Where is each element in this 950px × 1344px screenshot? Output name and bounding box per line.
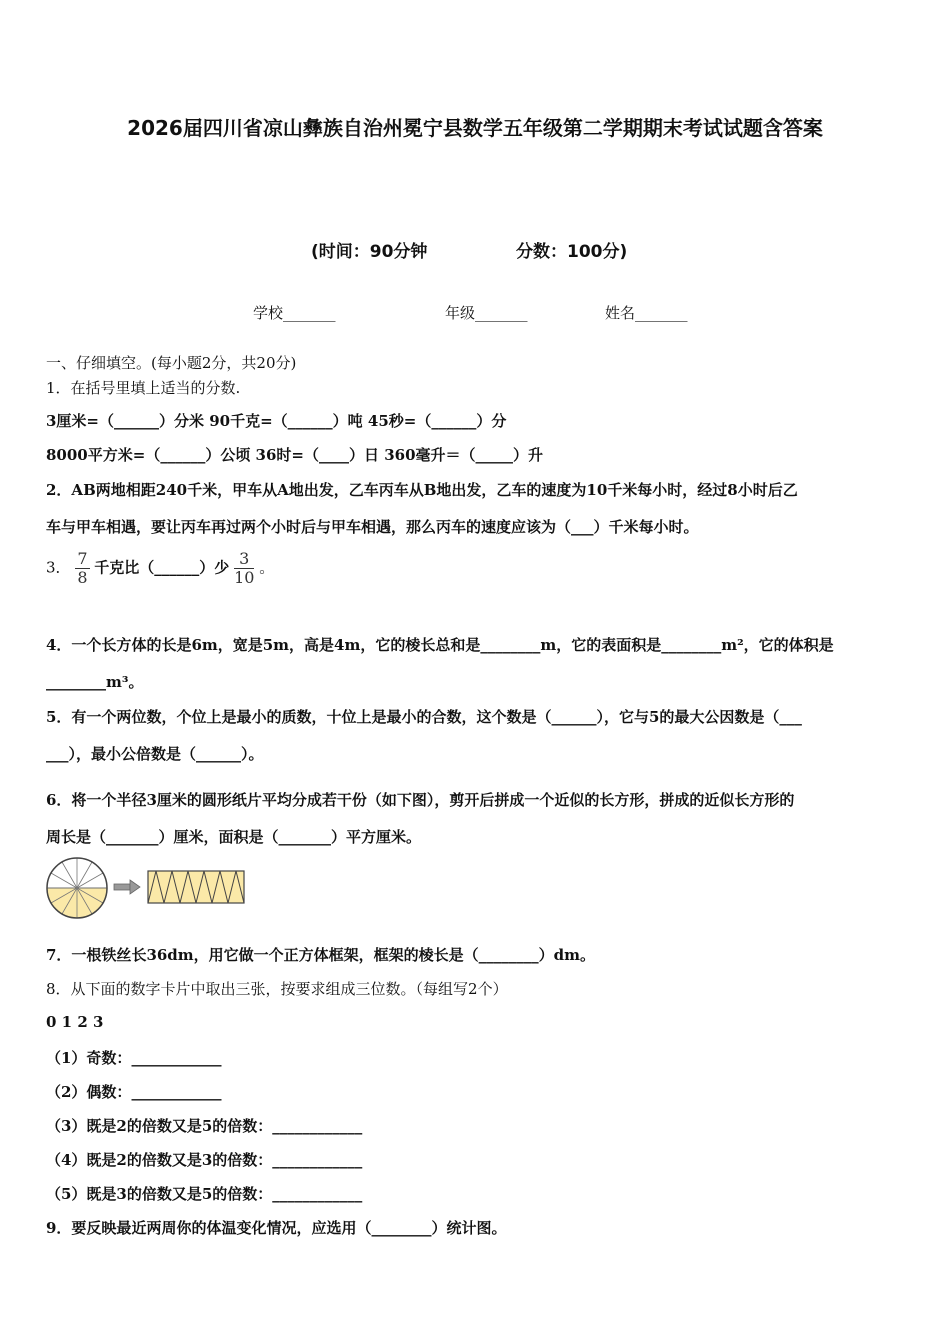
- section-heading: 一、仔细填空。(每小题2分，共20分): [46, 354, 297, 372]
- q2-line1: 2．AB两地相距240千米，甲车从A地出发，乙车丙车从B地出发，乙车的速度为10千米每小时，经过8小时后乙: [46, 481, 798, 499]
- q8-item-multiple-3-5: （5）既是3的倍数又是5的倍数：____________: [46, 1185, 363, 1203]
- q7: 7．一根铁丝长36dm，用它做一个正方体框架，框架的棱长是（________）dm。: [46, 946, 596, 964]
- q3-end: 。: [259, 558, 275, 577]
- q6-line2: 周长是（_______）厘米，面积是（_______）平方厘米。: [46, 828, 422, 846]
- q4-line2: ________m³。: [46, 673, 144, 691]
- q4-line1: 4．一个长方体的长是6m，宽是5m，高是4m，它的棱长总和是________m，它的表面积是________m²，它的体积是: [46, 636, 834, 654]
- circle-to-rectangle-figure: [44, 855, 249, 921]
- exam-time: (时间：90分钟: [311, 242, 428, 262]
- q2-line2: 车与甲车相遇，要让丙车再过两个小时后与甲车相遇，那么丙车的速度应该为（___）千米每小时。: [46, 518, 699, 536]
- q3: [46, 550, 274, 587]
- school-field: 学校_______: [253, 304, 336, 322]
- q3-num: 3．: [46, 558, 71, 577]
- grade-field: 年级_______: [445, 304, 528, 322]
- q6-line1: 6．将一个半径3厘米的圆形纸片平均分成若干份（如下图），剪开后拼成一个近似的长方形，拼成的近似长方形的: [46, 791, 795, 809]
- q8-item-even: （2）偶数：____________: [46, 1083, 222, 1101]
- q1-row1: 3厘米=（______）分米 90千克=（______）吨 45秒=（______）分: [46, 412, 507, 430]
- exam-score: 分数：100分): [516, 242, 628, 262]
- q3-middle: 千克比（______）少: [94, 558, 230, 577]
- rectangle-diagram: [148, 871, 244, 903]
- q8-digit-cards: 0 1 2 3: [46, 1013, 104, 1031]
- q8-prompt: 8．从下面的数字卡片中取出三张，按要求组成三位数。（每组写2个）: [46, 980, 508, 998]
- arrow-icon: [114, 880, 140, 894]
- fraction-7-8: $\frac{7}{8}$: [77, 549, 88, 587]
- q9: 9．要反映最近两周你的体温变化情况，应选用（________）统计图。: [46, 1219, 507, 1237]
- name-field: 姓名_______: [605, 304, 688, 322]
- page-title: 2026届四川省凉山彝族自治州冕宁县数学五年级第二学期期末考试试题含答案: [127, 116, 823, 140]
- q8-item-multiple-2-5: （3）既是2的倍数又是5的倍数：____________: [46, 1117, 363, 1135]
- q1-prompt: 1．在括号里填上适当的分数.: [46, 379, 241, 397]
- fraction-3-10: $\frac{3}{10}$: [234, 549, 255, 587]
- circle-diagram: [47, 858, 107, 918]
- q8-item-multiple-2-3: （4）既是2的倍数又是3的倍数：____________: [46, 1151, 363, 1169]
- q5-line2: ___），最小公倍数是（______）。: [46, 745, 264, 763]
- q1-row2: 8000平方米=（______）公顷 36时=（____）日 360毫升＝（_____）升: [46, 446, 544, 464]
- q5-line1: 5．有一个两位数，个位上是最小的质数，十位上是最小的合数，这个数是（______），它与5的最大公因数是（___: [46, 708, 802, 726]
- q8-item-odd: （1）奇数：____________: [46, 1049, 222, 1067]
